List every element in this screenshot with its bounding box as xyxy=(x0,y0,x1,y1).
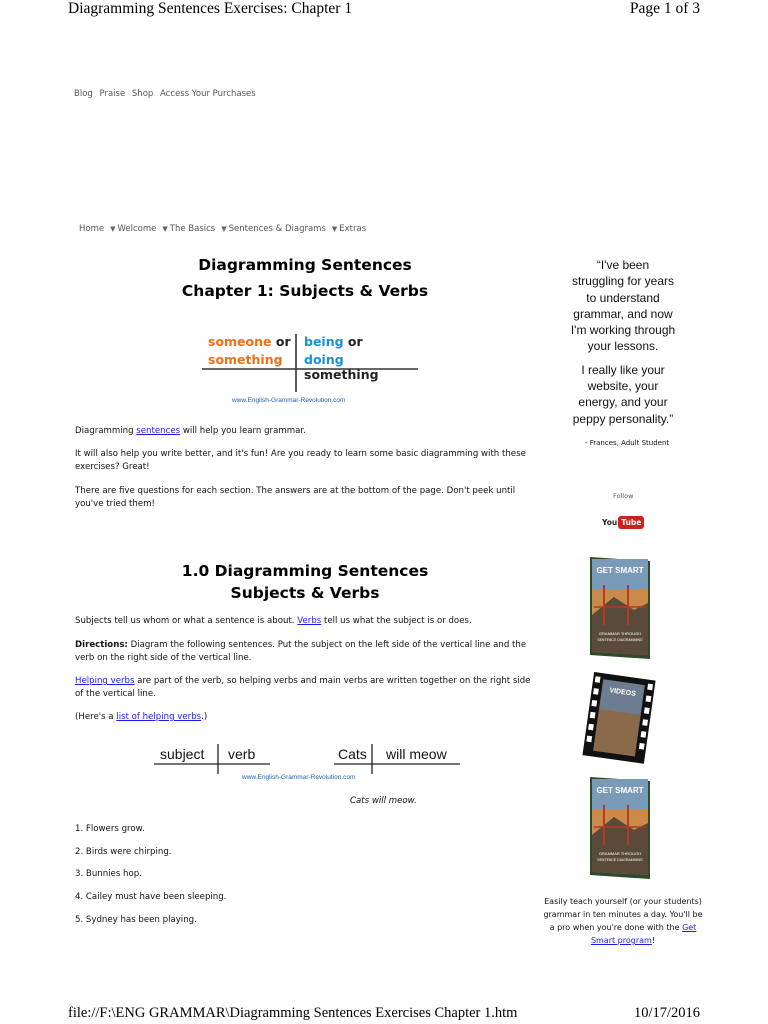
example-diagram-url: www.English-Grammar-Revolution.com xyxy=(242,774,356,781)
menu-item-welcome[interactable] xyxy=(110,224,156,234)
diagram-word-will-meow: will meow xyxy=(386,746,447,762)
section-subtitle: Subjects & Verbs xyxy=(230,584,380,602)
svg-text:SENTENCE DIAGRAMMING: SENTENCE DIAGRAMMING xyxy=(597,858,643,862)
section-title: 1.0 Diagramming Sentences xyxy=(181,562,429,580)
get-smart-book-image-2[interactable] xyxy=(584,775,656,881)
sentences-link[interactable]: sentences xyxy=(136,426,181,436)
menu-item-sentences-diagrams[interactable] xyxy=(221,224,326,234)
print-footer-date: 10/17/2016 xyxy=(633,1005,700,1021)
youtube-follow-button[interactable] xyxy=(602,513,640,531)
list-item: 2. Birds were chirping. xyxy=(75,846,172,857)
diagram-word-subject: subject xyxy=(160,746,205,762)
menu-item-label: Home xyxy=(79,224,105,234)
print-header xyxy=(68,0,700,18)
caret-down-icon: ▼ xyxy=(331,225,338,233)
diagram-watermark-url: www.English-Grammar-Revolution.com xyxy=(232,397,346,404)
list-item: 5. Sydney has been playing. xyxy=(75,914,197,925)
page-title: Diagramming Sentences xyxy=(198,256,412,274)
verbs-link[interactable]: Verbs xyxy=(297,616,322,626)
list-item: 3. Bunnies hop. xyxy=(75,869,142,880)
intro-paragraph-3: There are five questions for each section. The answers are at the bottom of the page. Don't peek until you've tried them! xyxy=(75,486,516,509)
caret-down-icon: ▼ xyxy=(162,225,168,233)
print-header-title: Diagramming Sentences Exercises: Chapter 1 xyxy=(68,0,353,17)
caret-down-icon: ▼ xyxy=(221,225,227,233)
list-of-helping-verbs-link[interactable]: list of helping verbs xyxy=(116,712,202,722)
videos-filmstrip-image[interactable] xyxy=(580,672,660,764)
subject-verb-diagram xyxy=(200,330,420,410)
menu-item-home[interactable] xyxy=(79,224,104,234)
helping-verbs-list-paragraph: (Here's a list of helping verbs.) xyxy=(75,712,208,722)
print-footer xyxy=(68,1005,700,1022)
svg-text:GRAMMAR THROUGH: GRAMMAR THROUGH xyxy=(598,851,642,856)
follow-label: Follow xyxy=(613,492,634,500)
diagram-left-bottom: something xyxy=(208,352,283,367)
diagram-word-cats: Cats xyxy=(338,746,367,762)
testimonial-quote: “I've been struggling for years to understand grammar, and now I'm working through your lessons. I really like your website, your energy, and your peppy personality.” xyxy=(570,258,676,426)
get-smart-program-link[interactable]: Get Smart program xyxy=(590,923,697,945)
helping-verbs-link[interactable]: Helping verbs xyxy=(75,676,135,686)
testimonial-attribution: - Frances, Adult Student xyxy=(585,439,670,447)
diagram-right-bottom: doing something xyxy=(304,352,379,382)
top-nav xyxy=(74,89,260,99)
menu-bar xyxy=(79,224,372,234)
nav-link-access-purchases[interactable]: Access Your Purchases xyxy=(160,89,256,99)
section-paragraph-subjects: Subjects tell us whom or what a sentence is about. Verbs tell us what the subject is or does. xyxy=(75,616,472,626)
directions-label: Directions: xyxy=(75,640,128,650)
menu-item-label: Sentences & Diagrams xyxy=(228,224,326,234)
print-header-page: Page 1 of 3 xyxy=(629,0,700,17)
page-subtitle: Chapter 1: Subjects & Verbs xyxy=(181,282,429,300)
diagram-word-verb: verb xyxy=(228,746,256,762)
menu-item-label: The Basics xyxy=(169,224,216,234)
directions-paragraph: Directions: Diagram the following sentences. Put the subject on the left side of the vertical line and the verb on the right side of the vertical line. xyxy=(75,640,527,663)
diagram-right-top: being or xyxy=(304,334,363,349)
list-item: 4. Cailey must have been sleeping. xyxy=(75,892,227,903)
helping-verbs-paragraph: Helping verbs are part of the verb, so helping verbs and main verbs are written together on the right side of the vertical line. xyxy=(75,676,531,699)
svg-text:VIDEOS: VIDEOS xyxy=(608,687,637,698)
svg-text:GRAMMAR THROUGH: GRAMMAR THROUGH xyxy=(598,631,642,636)
svg-text:GET SMART: GET SMART xyxy=(596,566,644,575)
intro-paragraph-1: Diagramming sentences will help you learn grammar. xyxy=(75,426,306,436)
print-footer-path: file://F:\ENG GRAMMAR\Diagramming Sentences Exercises Chapter 1.htm xyxy=(68,1005,518,1021)
svg-text:SENTENCE DIAGRAMMING: SENTENCE DIAGRAMMING xyxy=(597,638,643,642)
caret-down-icon: ▼ xyxy=(110,225,116,233)
menu-item-basics[interactable] xyxy=(162,224,215,234)
svg-text:GET SMART: GET SMART xyxy=(596,786,644,795)
diagram-left-top: someone or xyxy=(208,334,291,349)
filmstrip-graphic xyxy=(580,672,660,764)
nav-link-praise[interactable]: Praise xyxy=(99,89,126,99)
get-smart-book-image[interactable] xyxy=(584,555,656,661)
menu-item-label: Extras xyxy=(339,224,367,234)
youtube-logo-you: You xyxy=(602,517,618,527)
list-item: 1. Flowers grow. xyxy=(75,824,145,834)
nav-link-blog[interactable]: Blog xyxy=(74,89,93,99)
example-caption: Cats will meow. xyxy=(350,796,417,806)
menu-item-label: Welcome xyxy=(117,224,157,234)
intro-paragraph-2: It will also help you write better, and it's fun! Are you ready to learn some basic diagramming with these exercises? Great! xyxy=(75,449,526,472)
menu-item-extras[interactable] xyxy=(332,224,366,234)
book-cover-graphic xyxy=(584,775,656,881)
nav-link-shop[interactable]: Shop xyxy=(131,89,154,99)
example-diagram xyxy=(150,742,470,792)
sidebar-blurb: Easily teach yourself (or your students) grammar in ten minutes a day. You'll be a pro when you're done with the Get Smart program! xyxy=(543,897,703,945)
youtube-logo-tube: Tube xyxy=(618,516,644,529)
book-cover-graphic xyxy=(584,555,656,661)
question-list xyxy=(75,824,226,937)
